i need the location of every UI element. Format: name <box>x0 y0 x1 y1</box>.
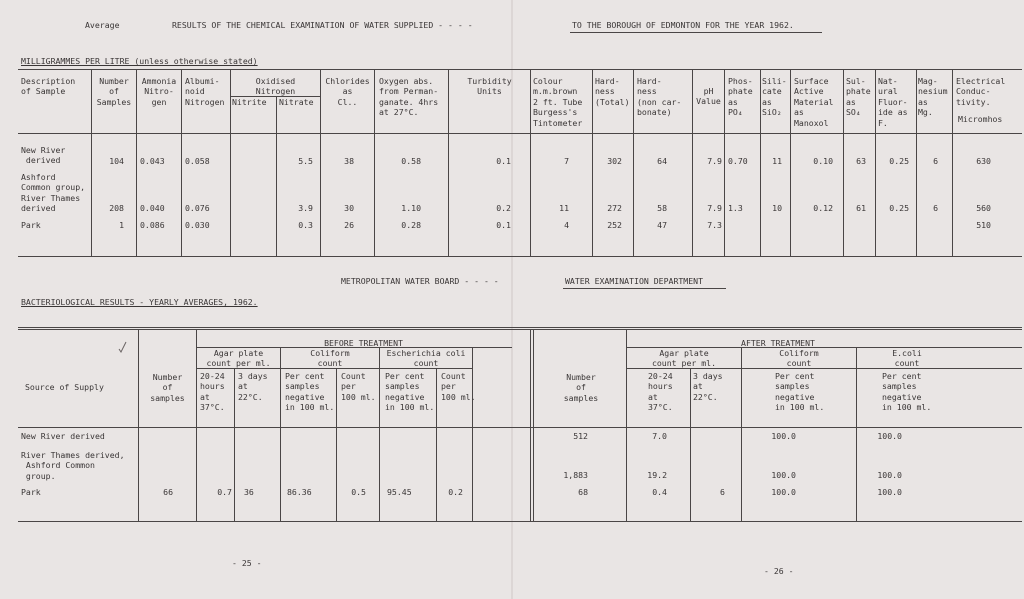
bact-hdr-after-coliform-pct: Per cent samples negative in 100 ml. <box>775 371 825 413</box>
cell-after-coliform: 100.0 <box>771 431 796 441</box>
bact-hdr-coliform: Coliform count <box>310 348 350 369</box>
hdr-ph: pH Value <box>696 86 721 107</box>
cell-oxygen: 1.10 <box>401 203 421 213</box>
hdr-albuminoid: Albumi- noid Nitrogen <box>185 76 225 107</box>
bact-hdr-ecoli-count: Count per 100 ml. <box>441 371 476 402</box>
cell-colour: 11 <box>559 203 569 213</box>
hdr-fluoride: Nat- ural Fluor- ide as F. <box>878 76 908 128</box>
bact-hdr-after-ecoli: E.coli count <box>892 348 922 369</box>
cell-conductivity: 630 <box>976 156 991 166</box>
cell-albuminoid: 0.076 <box>185 203 210 213</box>
cell-hardness-noncarb: 58 <box>657 203 667 213</box>
cell-ammonia: 0.043 <box>140 156 165 166</box>
hdr-description: Description of Sample <box>21 76 76 97</box>
bact-title: BACTERIOLOGICAL RESULTS - YEARLY AVERAGES, 1962. <box>21 297 258 307</box>
cell-number: 208 <box>109 203 124 213</box>
bact-hdr-agar: Agar plate count per ml. <box>206 348 271 369</box>
page-number-left: - 25 - <box>232 558 262 568</box>
board-title-right: WATER EXAMINATION DEPARTMENT <box>565 276 704 286</box>
cell-number: 1 <box>119 220 124 230</box>
page-number-right: - 26 - <box>764 566 794 576</box>
cell-sulphate: 61 <box>856 203 866 213</box>
bact-hdr-after-agar-37: 20-24 hours at 37°C. <box>648 371 673 413</box>
cell-albuminoid: 0.030 <box>185 220 210 230</box>
cell-after-ecoli: 100.0 <box>877 470 902 480</box>
pencil-tick-icon <box>118 340 128 354</box>
cell-hardness-total: 302 <box>607 156 622 166</box>
cell-phosphate: 0.70 <box>728 156 748 166</box>
cell-magnesium: 6 <box>933 156 938 166</box>
hdr-chlorides: Chlorides as Cl.. <box>325 76 370 107</box>
cell-ammonia: 0.086 <box>140 220 165 230</box>
bact-hdr-after-number: Number of samples <box>563 372 599 403</box>
average-label: Average <box>85 20 120 30</box>
cell-after-ecoli: 100.0 <box>877 431 902 441</box>
cell-surface: 0.12 <box>813 203 833 213</box>
cell-hardness-total: 252 <box>607 220 622 230</box>
cell-magnesium: 6 <box>933 203 938 213</box>
cell-after-ecoli: 100.0 <box>877 487 902 497</box>
cell-agar-22: 36 <box>244 487 254 497</box>
hdr-colour: Colour m.m.brown 2 ft. Tube Burgess's Tintometer <box>533 76 583 128</box>
cell-albuminoid: 0.058 <box>185 156 210 166</box>
cell-after-agar-37: 7.0 <box>652 431 667 441</box>
cell-silicate: 11 <box>772 156 782 166</box>
cell-nitrate: 3.9 <box>298 203 313 213</box>
cell-after-number: 512 <box>573 431 588 441</box>
row-source: Park <box>21 487 41 497</box>
cell-hardness-total: 272 <box>607 203 622 213</box>
cell-after-number: 1,883 <box>563 470 588 480</box>
cell-chlorides: 38 <box>344 156 354 166</box>
cell-after-agar-37: 19.2 <box>647 470 667 480</box>
cell-coliform-count: 0.5 <box>351 487 366 497</box>
cell-turbidity: 0.1 <box>496 156 511 166</box>
cell-after-coliform: 100.0 <box>771 487 796 497</box>
bact-hdr-after-coliform: Coliform count <box>779 348 819 369</box>
cell-coliform-pct: 86.36 <box>287 487 312 497</box>
cell-fluoride: 0.25 <box>889 156 909 166</box>
hdr-surface: Surface Active Material as Manoxol <box>794 76 834 128</box>
hdr-hardness-total: Hard- ness (Total) <box>595 76 630 107</box>
row-description: Ashford Common group, River Thames derived <box>21 172 86 214</box>
title-underline <box>570 32 822 33</box>
row-source: New River derived <box>21 431 105 441</box>
bact-hdr-after-agar: Agar plate count per ml. <box>651 348 717 369</box>
bact-hdr-ecoli: Escherichia coli count <box>386 348 466 369</box>
cell-nitrate: 0.3 <box>298 220 313 230</box>
row-description: Park <box>21 220 41 230</box>
bact-hdr-before: BEFORE TREATMENT <box>324 338 403 348</box>
bact-hdr-coliform-pct: Per cent samples negative in 100 ml. <box>285 371 335 413</box>
cell-oxygen: 0.58 <box>401 156 421 166</box>
cell-turbidity: 0.1 <box>496 220 511 230</box>
row-description: New River derived <box>21 145 66 166</box>
cell-hardness-noncarb: 64 <box>657 156 667 166</box>
hdr-turbidity: Turbidity Units <box>467 76 512 97</box>
units-note: MILLIGRAMMES PER LITRE (unless otherwise stated) <box>21 56 258 66</box>
hdr-silicate: Sili- cate as SiO₂ <box>762 76 787 118</box>
bact-hdr-after-agar-22: 3 days at 22°C. <box>693 371 723 402</box>
cell-chlorides: 30 <box>344 203 354 213</box>
cell-surface: 0.10 <box>813 156 833 166</box>
bact-hdr-after-ecoli-pct: Per cent samples negative in 100 ml. <box>882 371 932 413</box>
cell-number: 66 <box>163 487 173 497</box>
cell-nitrate: 5.5 <box>298 156 313 166</box>
bact-hdr-agar-22: 3 days at 22°C. <box>238 371 268 402</box>
cell-chlorides: 26 <box>344 220 354 230</box>
cell-phosphate: 1.3 <box>728 203 743 213</box>
cell-ph: 7.3 <box>707 220 722 230</box>
row-source: River Thames derived, Ashford Common group. <box>21 450 125 481</box>
hdr-conductivity-unit: Micromhos <box>958 114 1003 124</box>
cell-hardness-noncarb: 47 <box>657 220 667 230</box>
cell-ph: 7.9 <box>707 156 722 166</box>
cell-fluoride: 0.25 <box>889 203 909 213</box>
bact-hdr-source: Source of Supply <box>25 382 104 392</box>
cell-colour: 7 <box>564 156 569 166</box>
bact-hdr-after: AFTER TREATMENT <box>741 338 815 348</box>
chem-title-right: TO THE BOROUGH OF EDMONTON FOR THE YEAR 1962. <box>572 20 794 30</box>
cell-colour: 4 <box>564 220 569 230</box>
hdr-oxidised: Oxidised Nitrogen <box>255 76 296 97</box>
hdr-number: Number of Samples <box>96 76 132 107</box>
cell-conductivity: 510 <box>976 220 991 230</box>
cell-agar-37: 0.7 <box>217 487 232 497</box>
chem-title-left: RESULTS OF THE CHEMICAL EXAMINATION OF WATER SUPPLIED - - - - <box>172 20 473 30</box>
bact-hdr-agar-37: 20-24 hours at 37°C. <box>200 371 225 413</box>
cell-oxygen: 0.28 <box>401 220 421 230</box>
hdr-sulphate: Sul- phate as SO₄ <box>846 76 871 118</box>
cell-sulphate: 63 <box>856 156 866 166</box>
cell-turbidity: 0.2 <box>496 203 511 213</box>
board-title-left: METROPOLITAN WATER BOARD - - - - <box>341 276 499 286</box>
board-underline <box>563 288 726 289</box>
bact-hdr-ecoli-pct: Per cent samples negative in 100 ml. <box>385 371 435 413</box>
cell-ammonia: 0.040 <box>140 203 165 213</box>
cell-after-agar-22: 6 <box>720 487 725 497</box>
cell-ph: 7.9 <box>707 203 722 213</box>
cell-ecoli-pct: 95.45 <box>387 487 412 497</box>
hdr-magnesium: Mag- nesium as Mg. <box>918 76 948 118</box>
bact-hdr-coliform-count: Count per 100 ml. <box>341 371 376 402</box>
cell-number: 104 <box>109 156 124 166</box>
cell-after-coliform: 100.0 <box>771 470 796 480</box>
cell-silicate: 10 <box>772 203 782 213</box>
bact-hdr-number: Number of samples <box>150 372 185 403</box>
cell-ecoli-count: 0.2 <box>448 487 463 497</box>
hdr-oxygen: Oxygen abs. from Perman- ganate. 4hrs at 27°C. <box>379 76 439 118</box>
hdr-conductivity: Electrical Conduc- tivity. <box>956 76 1006 107</box>
hdr-nitrite: Nitrite <box>232 97 267 107</box>
hdr-phosphate: Phos- phate as PO₄ <box>728 76 753 118</box>
cell-after-agar-37: 0.4 <box>652 487 667 497</box>
cell-conductivity: 560 <box>976 203 991 213</box>
cell-after-number: 68 <box>578 487 588 497</box>
hdr-ammonia: Ammonia Nitro- gen <box>141 76 177 107</box>
hdr-nitrate: Nitrate <box>279 97 314 107</box>
hdr-hardness-noncarb: Hard- ness (non car- bonate) <box>637 76 682 118</box>
